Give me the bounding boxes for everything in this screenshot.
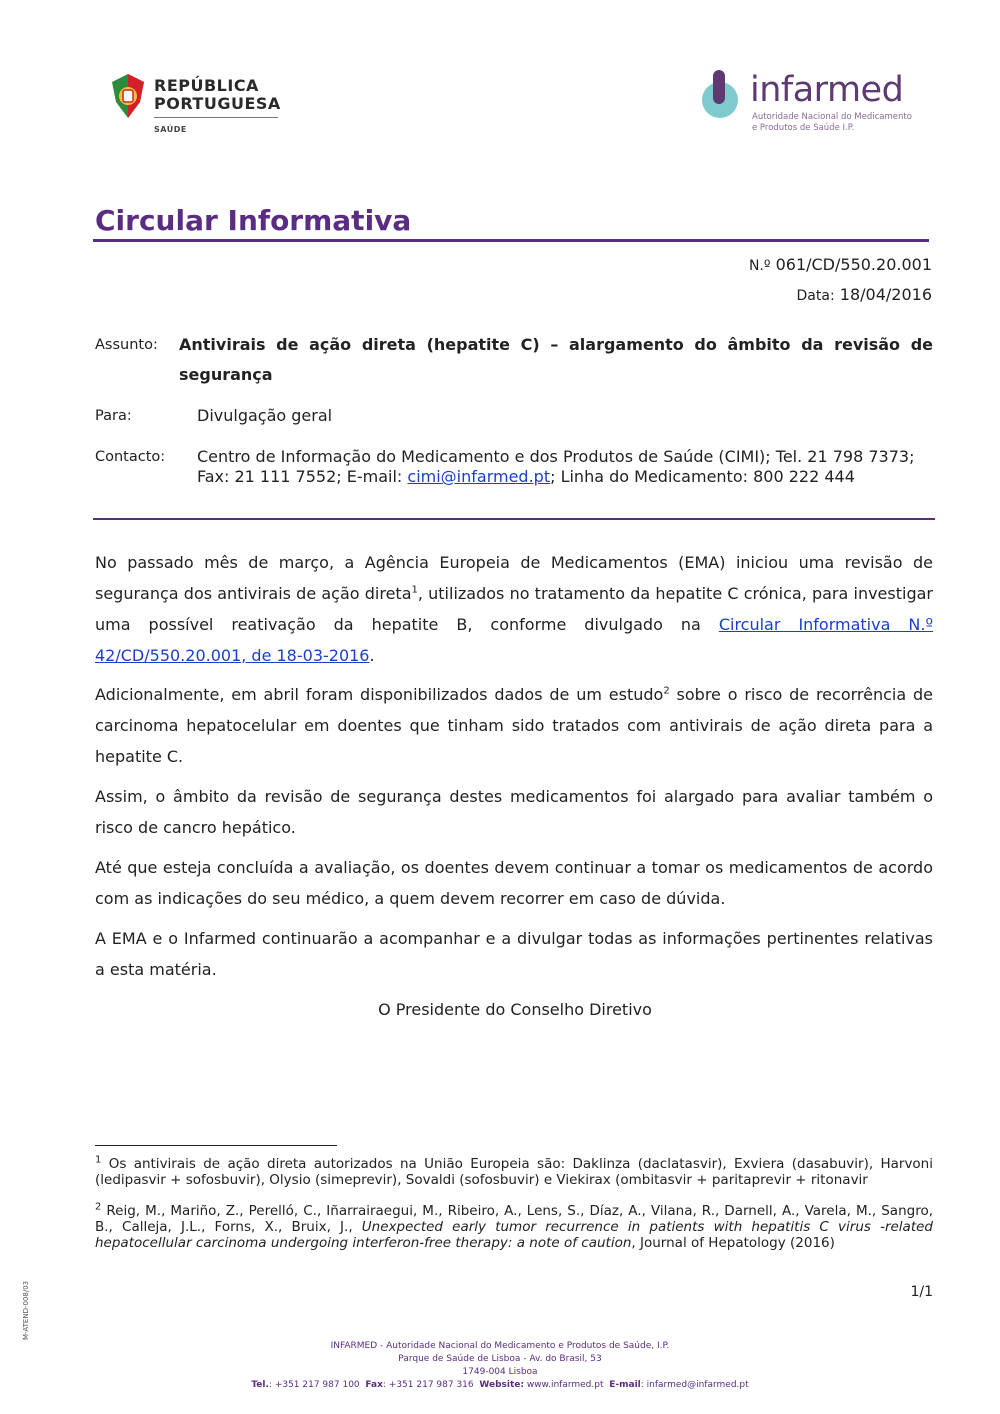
footnote-2-title: Unexpected early tumor recurrence in patients with hepatitis C virus -related hepatocellular carcinoma undergoing interferon-free therapy: a note of caution [95, 1219, 933, 1251]
rp-line2: PORTUGUESA [154, 94, 281, 113]
signature-line: O Presidente do Conselho Diretivo [378, 1000, 652, 1019]
p1-text-a: No passado mês de março, a Agência Europeia de Medicamentos (EMA) iniciou uma revisão de segurança dos antivirais de ação direta [95, 553, 933, 603]
footnote-ref-2: 2 [663, 685, 670, 697]
paragraph-1 [95, 547, 933, 671]
footer-web-label: Website: [479, 1380, 524, 1390]
republica-portuguesa-logo [110, 72, 290, 142]
p1-text-c: . [369, 646, 375, 665]
footer-fax-value: : +351 217 987 316 [382, 1380, 474, 1390]
footnote-2-mark: 2 [95, 1201, 102, 1213]
footnote-2 [95, 1203, 933, 1251]
footer-line-2: Parque de Saúde de Lisboa - Av. do Brasil, 53 [398, 1354, 602, 1364]
circular-date [797, 285, 932, 304]
contacto-value [197, 447, 937, 487]
p1-text-b: , utilizados no tratamento da hepatite C crónica, para investigar uma possível reativação da hepatite B, conforme divulgado na [95, 584, 933, 634]
paragraph-4: Até que esteja concluída a avaliação, os doentes devem continuar a tomar os medicamentos de acordo com as indicações do seu médico, a quem devem recorrer em caso de dúvida. [95, 858, 933, 908]
infarmed-mark-icon [696, 68, 744, 120]
infarmed-subtitle-line2: e Produtos de Saúde I.P. [752, 123, 855, 133]
date-value: 18/04/2016 [839, 285, 932, 304]
footnote-ref-1: 1 [411, 584, 418, 596]
footer-email-value: : infarmed@infarmed.pt [640, 1380, 749, 1390]
paragraph-5: A EMA e o Infarmed continuarão a acompanhar e a divulgar todas as informações pertinentes relativas a esta matéria. [95, 929, 933, 979]
footnote-2-text-b: , Journal of Hepatology (2016) [631, 1235, 835, 1251]
contact-email-link[interactable]: cimi@infarmed.pt [407, 467, 551, 486]
date-label: Data: [796, 288, 835, 304]
number-label: N.º [748, 258, 771, 274]
footer-tel-label: Tel. [251, 1380, 269, 1390]
document-title: Circular Informativa [95, 204, 412, 237]
contacto-text-pre: Centro de Informação do Medicamento e dos Produtos de Saúde (CIMI); Tel. 21 798 7373; Fax: 21 111 7552; E-mail: [197, 447, 915, 486]
form-code: M-ATEND-008/03 [22, 1280, 30, 1340]
assunto-label: Assunto: [95, 337, 158, 353]
infarmed-wordmark: infarmed [750, 70, 904, 110]
footer-tel-value: : +351 217 987 100 [268, 1380, 360, 1390]
paragraph-3: Assim, o âmbito da revisão de segurança destes medicamentos foi alargado para avaliar também o risco de cancro hepático. [95, 787, 933, 837]
title-divider [93, 239, 929, 242]
number-value: 061/CD/550.20.001 [775, 255, 932, 274]
page-number: 1/1 [910, 1284, 933, 1300]
contacto-label: Contacto: [95, 449, 166, 465]
footer-fax-label: Fax [365, 1380, 383, 1390]
footnote-1 [95, 1156, 933, 1188]
para-value: Divulgação geral [197, 406, 333, 425]
infarmed-subtitle-line1: Autoridade Nacional do Medicamento [752, 112, 912, 122]
p2-text-b: sobre o risco de recorrência de carcinoma hepatocelular em doentes que tinham sido tratados com antivirais de ação direta para a hepatite C. [95, 685, 933, 766]
header-separator [93, 518, 935, 520]
footer-contacts [0, 1379, 1000, 1392]
footer-email-label: E-mail [609, 1380, 641, 1390]
footer-line-1: INFARMED - Autoridade Nacional do Medicamento e Produtos de Saúde, I.P. [330, 1341, 670, 1351]
p2-text-a: Adicionalmente, em abril foram disponibilizados dados de um estudo [95, 685, 664, 704]
paragraph-2 [95, 679, 933, 772]
footnote-2-text-a: Reig, M., Mariño, Z., Perelló, C., Iñarrairaegui, M., Ribeiro, A., Lens, S., Díaz, A., Vilana, R., Darnell, A., Varela, M., Sangro, B., Calleja, J.L., Forns, X., Bruix, J., [95, 1203, 933, 1235]
footer-line-3: 1749-004 Lisboa [462, 1367, 538, 1377]
footer-web-value: www.infarmed.pt [523, 1380, 604, 1390]
infarmed-subtitle [752, 112, 912, 134]
circular-number [749, 255, 932, 274]
rp-sub: SAÚDE [154, 125, 187, 134]
para-label: Para: [95, 408, 132, 424]
footnote-1-text: Os antivirais de ação direta autorizados na União Europeia são: Daklinza (daclatasvir), Exviera (dasabuvir), Harvoni (ledipasvir + sofosbuvir), Olysio (simeprevir), Sovaldi (sofosbuvir) e Viekirax (ombitasvir + paritaprevir + ritonavir [95, 1156, 933, 1188]
circular-reference-link[interactable]: Circular Informativa N.º 42/CD/550.20.001, de 18-03-2016 [95, 615, 933, 665]
footnote-1-mark: 1 [95, 1154, 102, 1166]
rp-line1: REPÚBLICA [154, 76, 259, 95]
rp-divider [154, 117, 278, 118]
footnote-divider [95, 1145, 337, 1146]
infarmed-logo [696, 68, 912, 138]
portugal-emblem-icon [110, 72, 146, 120]
contacto-text-post: ; Linha do Medicamento: 800 222 444 [550, 467, 855, 486]
assunto-value: Antivirais de ação direta (hepatite C) – alargamento do âmbito da revisão de segurança [179, 335, 933, 384]
